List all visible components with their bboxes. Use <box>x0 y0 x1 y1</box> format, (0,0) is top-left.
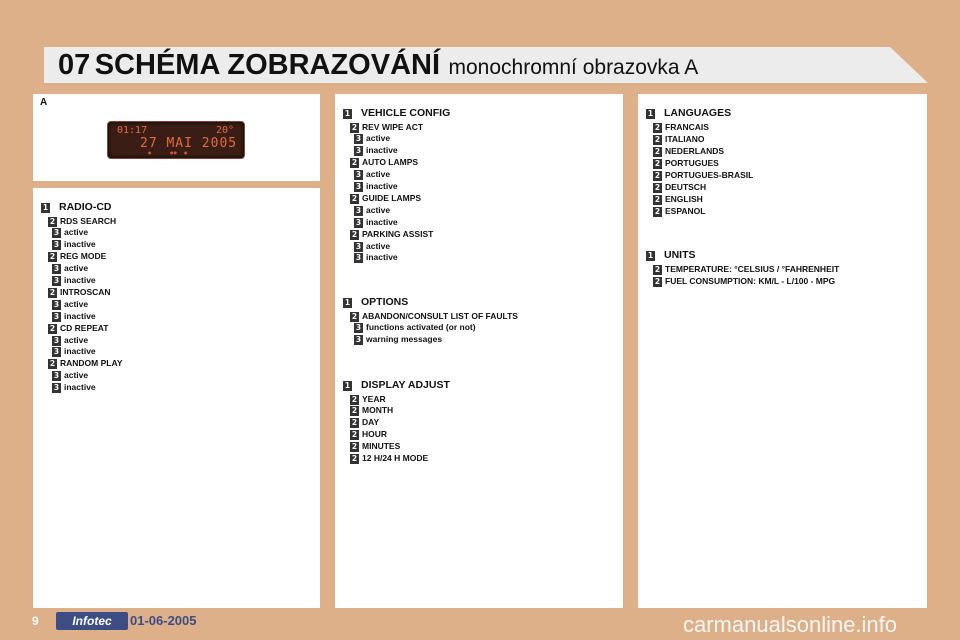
level-3-badge: 3 <box>355 205 362 215</box>
level-3-badge: 3 <box>355 182 362 191</box>
level-2-badge: 2 <box>49 287 56 297</box>
menu-item-label: RDS SEARCH <box>60 215 117 226</box>
menu-item-label: FUEL CONSUMPTION: KM/L - L/100 - MPG <box>665 275 836 286</box>
page-title <box>58 49 698 82</box>
menu-item-label: inactive <box>64 275 96 285</box>
menu-item-label: active <box>64 227 89 238</box>
title-number: 07 <box>58 49 91 81</box>
monochrome-display <box>107 121 245 159</box>
level-3-badge: 3 <box>355 170 362 180</box>
menu-item-label: MINUTES <box>362 441 401 452</box>
menu-item-label: active <box>64 334 89 345</box>
level-2-badge: 2 <box>49 323 56 333</box>
menu-item-label: warning messages <box>366 334 443 345</box>
page-number: 9 <box>32 614 39 628</box>
level-2-badge: 2 <box>654 194 661 204</box>
level-3-badge: 3 <box>53 347 60 357</box>
menu-item-label: REV WIPE ACT <box>362 121 424 132</box>
level-2-badge: 2 <box>654 182 661 192</box>
menu-item-label: inactive <box>64 382 96 393</box>
level-2-badge: 2 <box>654 264 661 274</box>
level-3-badge: 3 <box>53 383 60 393</box>
display-indicator-icon: ●● <box>170 150 177 155</box>
level-3-badge: 3 <box>53 299 60 309</box>
level-2-badge: 2 <box>351 430 358 440</box>
level-2-badge: 2 <box>351 394 358 404</box>
menu-item-label: OPTIONS <box>361 296 409 308</box>
level-3-badge: 3 <box>53 240 60 250</box>
menu-item-label: HOUR <box>362 429 388 440</box>
level-3-badge: 3 <box>355 134 362 144</box>
display-temperature: 20° <box>215 125 234 136</box>
menu-item-label: functions activated (or not) <box>366 322 476 333</box>
level-2-badge: 2 <box>654 158 661 168</box>
title-bar <box>44 47 928 83</box>
level-3-badge: 3 <box>355 253 362 263</box>
level-2-badge: 2 <box>351 418 358 428</box>
menu-item-label: inactive <box>64 346 96 357</box>
level-3-badge: 3 <box>53 264 60 274</box>
menu-item-label: DISPLAY ADJUST <box>361 379 450 391</box>
level-3-badge: 3 <box>53 276 60 285</box>
menu-item-label: active <box>366 133 391 144</box>
menu-item-label: inactive <box>366 216 398 227</box>
display-date: 27 MAI 2005 <box>140 136 238 151</box>
level-3-badge: 3 <box>355 323 362 333</box>
watermark: carmanualsonline.info <box>683 612 898 637</box>
display-indicator-icon: ● <box>148 150 152 155</box>
level-2-badge: 2 <box>351 122 358 132</box>
level-2-badge: 2 <box>654 146 661 156</box>
menu-item-label: TEMPERATURE: °CELSIUS / °FAHRENHEIT <box>665 263 840 274</box>
level-2-badge: 2 <box>351 311 358 321</box>
panel-label: A <box>40 97 48 108</box>
menu-item-label: active <box>366 204 391 215</box>
menu-item-label: MONTH <box>362 405 394 416</box>
title-subtitle: monochromní obrazovka A <box>448 56 699 79</box>
level-3-badge: 3 <box>355 217 362 227</box>
level-2-badge: 2 <box>351 442 358 452</box>
menu-item-label: DEUTSCH <box>665 181 707 192</box>
menu-item-label: NEDERLANDS <box>665 145 725 156</box>
menu-item-label: active <box>64 263 89 274</box>
level-2-badge: 2 <box>49 359 56 369</box>
level-2-badge: 2 <box>49 216 56 226</box>
level-3-badge: 3 <box>53 371 60 381</box>
level-2-badge: 2 <box>654 170 661 180</box>
menu-item-label: UNITS <box>664 249 696 261</box>
level-1-badge: 1 <box>42 203 49 212</box>
level-3-badge: 3 <box>355 146 362 156</box>
level-1-badge: 1 <box>344 109 351 118</box>
level-2-badge: 2 <box>654 134 661 144</box>
menu-item-label: 12 H/24 H MODE <box>362 453 429 463</box>
level-2-badge: 2 <box>654 276 661 286</box>
menu-item-label: CD REPEAT <box>60 322 109 333</box>
brand-logo: Infotec <box>56 612 128 630</box>
level-3-badge: 3 <box>53 335 60 345</box>
menu-item-label: ESPANOL <box>665 205 706 216</box>
menu-item-label: FRANCAIS <box>665 121 709 132</box>
display-panel-a <box>33 94 320 181</box>
level-2-badge: 2 <box>351 193 358 203</box>
menu-item-label: active <box>64 298 89 309</box>
menu-item-label: PORTUGUES <box>665 157 719 168</box>
menu-item-label: RANDOM PLAY <box>60 358 123 369</box>
level-3-badge: 3 <box>53 311 60 321</box>
menu-item-label: ABANDON/CONSULT LIST OF FAULTS <box>362 310 518 321</box>
level-1-badge: 1 <box>344 298 351 307</box>
level-1-badge: 1 <box>344 381 351 390</box>
menu-item-label: GUIDE LAMPS <box>362 192 422 203</box>
menu-item-label: ENGLISH <box>665 193 703 204</box>
menu-item-label: RADIO-CD <box>59 201 112 213</box>
title-main: SCHÉMA ZOBRAZOVÁNÍ <box>94 49 441 81</box>
menu-item-label: active <box>366 169 391 180</box>
menu-item-label: PORTUGUES-BRASIL <box>665 169 754 180</box>
level-3-badge: 3 <box>355 335 362 345</box>
menu-item-label: VEHICLE CONFIG <box>361 107 451 119</box>
level-2-badge: 2 <box>654 122 661 132</box>
level-2-badge: 2 <box>351 229 358 239</box>
menu-item-label: PARKING ASSIST <box>362 228 434 239</box>
menu-item-label: REG MODE <box>60 251 107 262</box>
menu-item-label: inactive <box>366 181 398 191</box>
level-2-badge: 2 <box>49 252 56 262</box>
menu-item-label: inactive <box>366 145 398 156</box>
menu-item-label: INTROSCAN <box>60 286 111 297</box>
menu-item-label: inactive <box>64 239 96 250</box>
menu-item-label: inactive <box>64 310 96 321</box>
level-2-badge: 2 <box>351 158 358 168</box>
level-2-badge: 2 <box>351 454 358 463</box>
level-3-badge: 3 <box>355 241 362 251</box>
menu-item-label: LANGUAGES <box>664 107 732 119</box>
menu-item-label: inactive <box>366 252 398 263</box>
menu-item-label: active <box>64 370 89 381</box>
menu-item-label: YEAR <box>362 393 386 404</box>
menu-item-label: active <box>366 240 391 251</box>
menu-item-label: DAY <box>362 417 380 428</box>
menu-item-label: ITALIANO <box>665 133 705 144</box>
display-time: 01:17 <box>117 125 148 136</box>
level-3-badge: 3 <box>53 228 60 238</box>
level-2-badge: 2 <box>654 206 661 216</box>
level-1-badge: 1 <box>647 251 654 260</box>
footer-date: 01-06-2005 <box>130 613 197 628</box>
menu-item-label: AUTO LAMPS <box>362 157 419 168</box>
level-1-badge: 1 <box>647 109 654 118</box>
display-indicator-icon: ● <box>184 150 188 155</box>
level-2-badge: 2 <box>351 406 358 416</box>
